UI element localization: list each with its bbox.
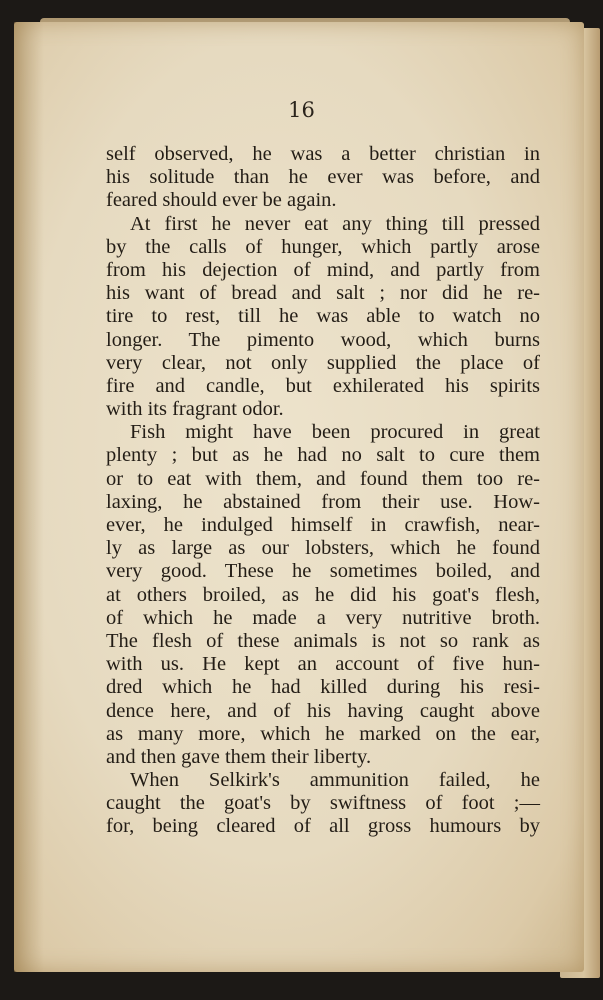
text-line: plenty ; but as he had no salt to cure them xyxy=(106,444,540,467)
text-line: ly as large as our lobsters, which he found xyxy=(106,537,540,560)
text-line: The flesh of these animals is not so rank as xyxy=(106,629,540,652)
text-line: feared should ever be again. xyxy=(106,189,337,212)
text-line: with us. He kept an account of five hun- xyxy=(106,653,540,676)
text-line: When Selkirk's ammunition failed, he xyxy=(130,769,540,792)
text-line: his want of bread and salt ; nor did he re- xyxy=(106,282,540,305)
text-line: dence here, and of his having caught above xyxy=(106,699,540,722)
text-line: dred which he had killed during his resi- xyxy=(106,676,540,699)
text-line: At first he never eat any thing till pressed xyxy=(130,212,540,235)
text-line: very clear, not only supplied the place of xyxy=(106,351,540,374)
body-text xyxy=(106,143,540,839)
text-line: from his dejection of mind, and partly from xyxy=(106,258,540,281)
text-line: tire to rest, till he was able to watch no xyxy=(106,305,540,328)
text-line: his solitude than he ever was before, and xyxy=(106,166,540,189)
text-line: very good. These he sometimes boiled, and xyxy=(106,560,540,583)
text-line: and then gave them their liberty. xyxy=(106,745,372,768)
text-line: or to eat with them, and found them too re- xyxy=(106,467,540,490)
text-line: longer. The pimento wood, which burns xyxy=(106,328,540,351)
text-line: as many more, which he marked on the ear, xyxy=(106,722,540,745)
text-line: with its fragrant odor. xyxy=(106,398,284,421)
page-number: 16 xyxy=(288,98,315,122)
text-line: laxing, he abstained from their use. How- xyxy=(106,490,540,513)
text-line: self observed, he was a better christian in xyxy=(106,143,540,165)
text-line: of which he made a very nutritive broth. xyxy=(106,606,540,629)
text-line: fire and candle, but exhilerated his spirits xyxy=(106,374,540,397)
text-line: by the calls of hunger, which partly arose xyxy=(106,235,540,258)
page-gutter xyxy=(14,22,44,972)
text-line: for, being cleared of all gross humours by xyxy=(106,815,540,838)
text-line: at others broiled, as he did his goat's flesh, xyxy=(106,583,540,606)
text-line: ever, he indulged himself in crawfish, near- xyxy=(106,514,540,536)
text-line: Fish might have been procured in great xyxy=(130,421,540,444)
text-line: caught the goat's by swiftness of foot ;— xyxy=(106,792,540,815)
